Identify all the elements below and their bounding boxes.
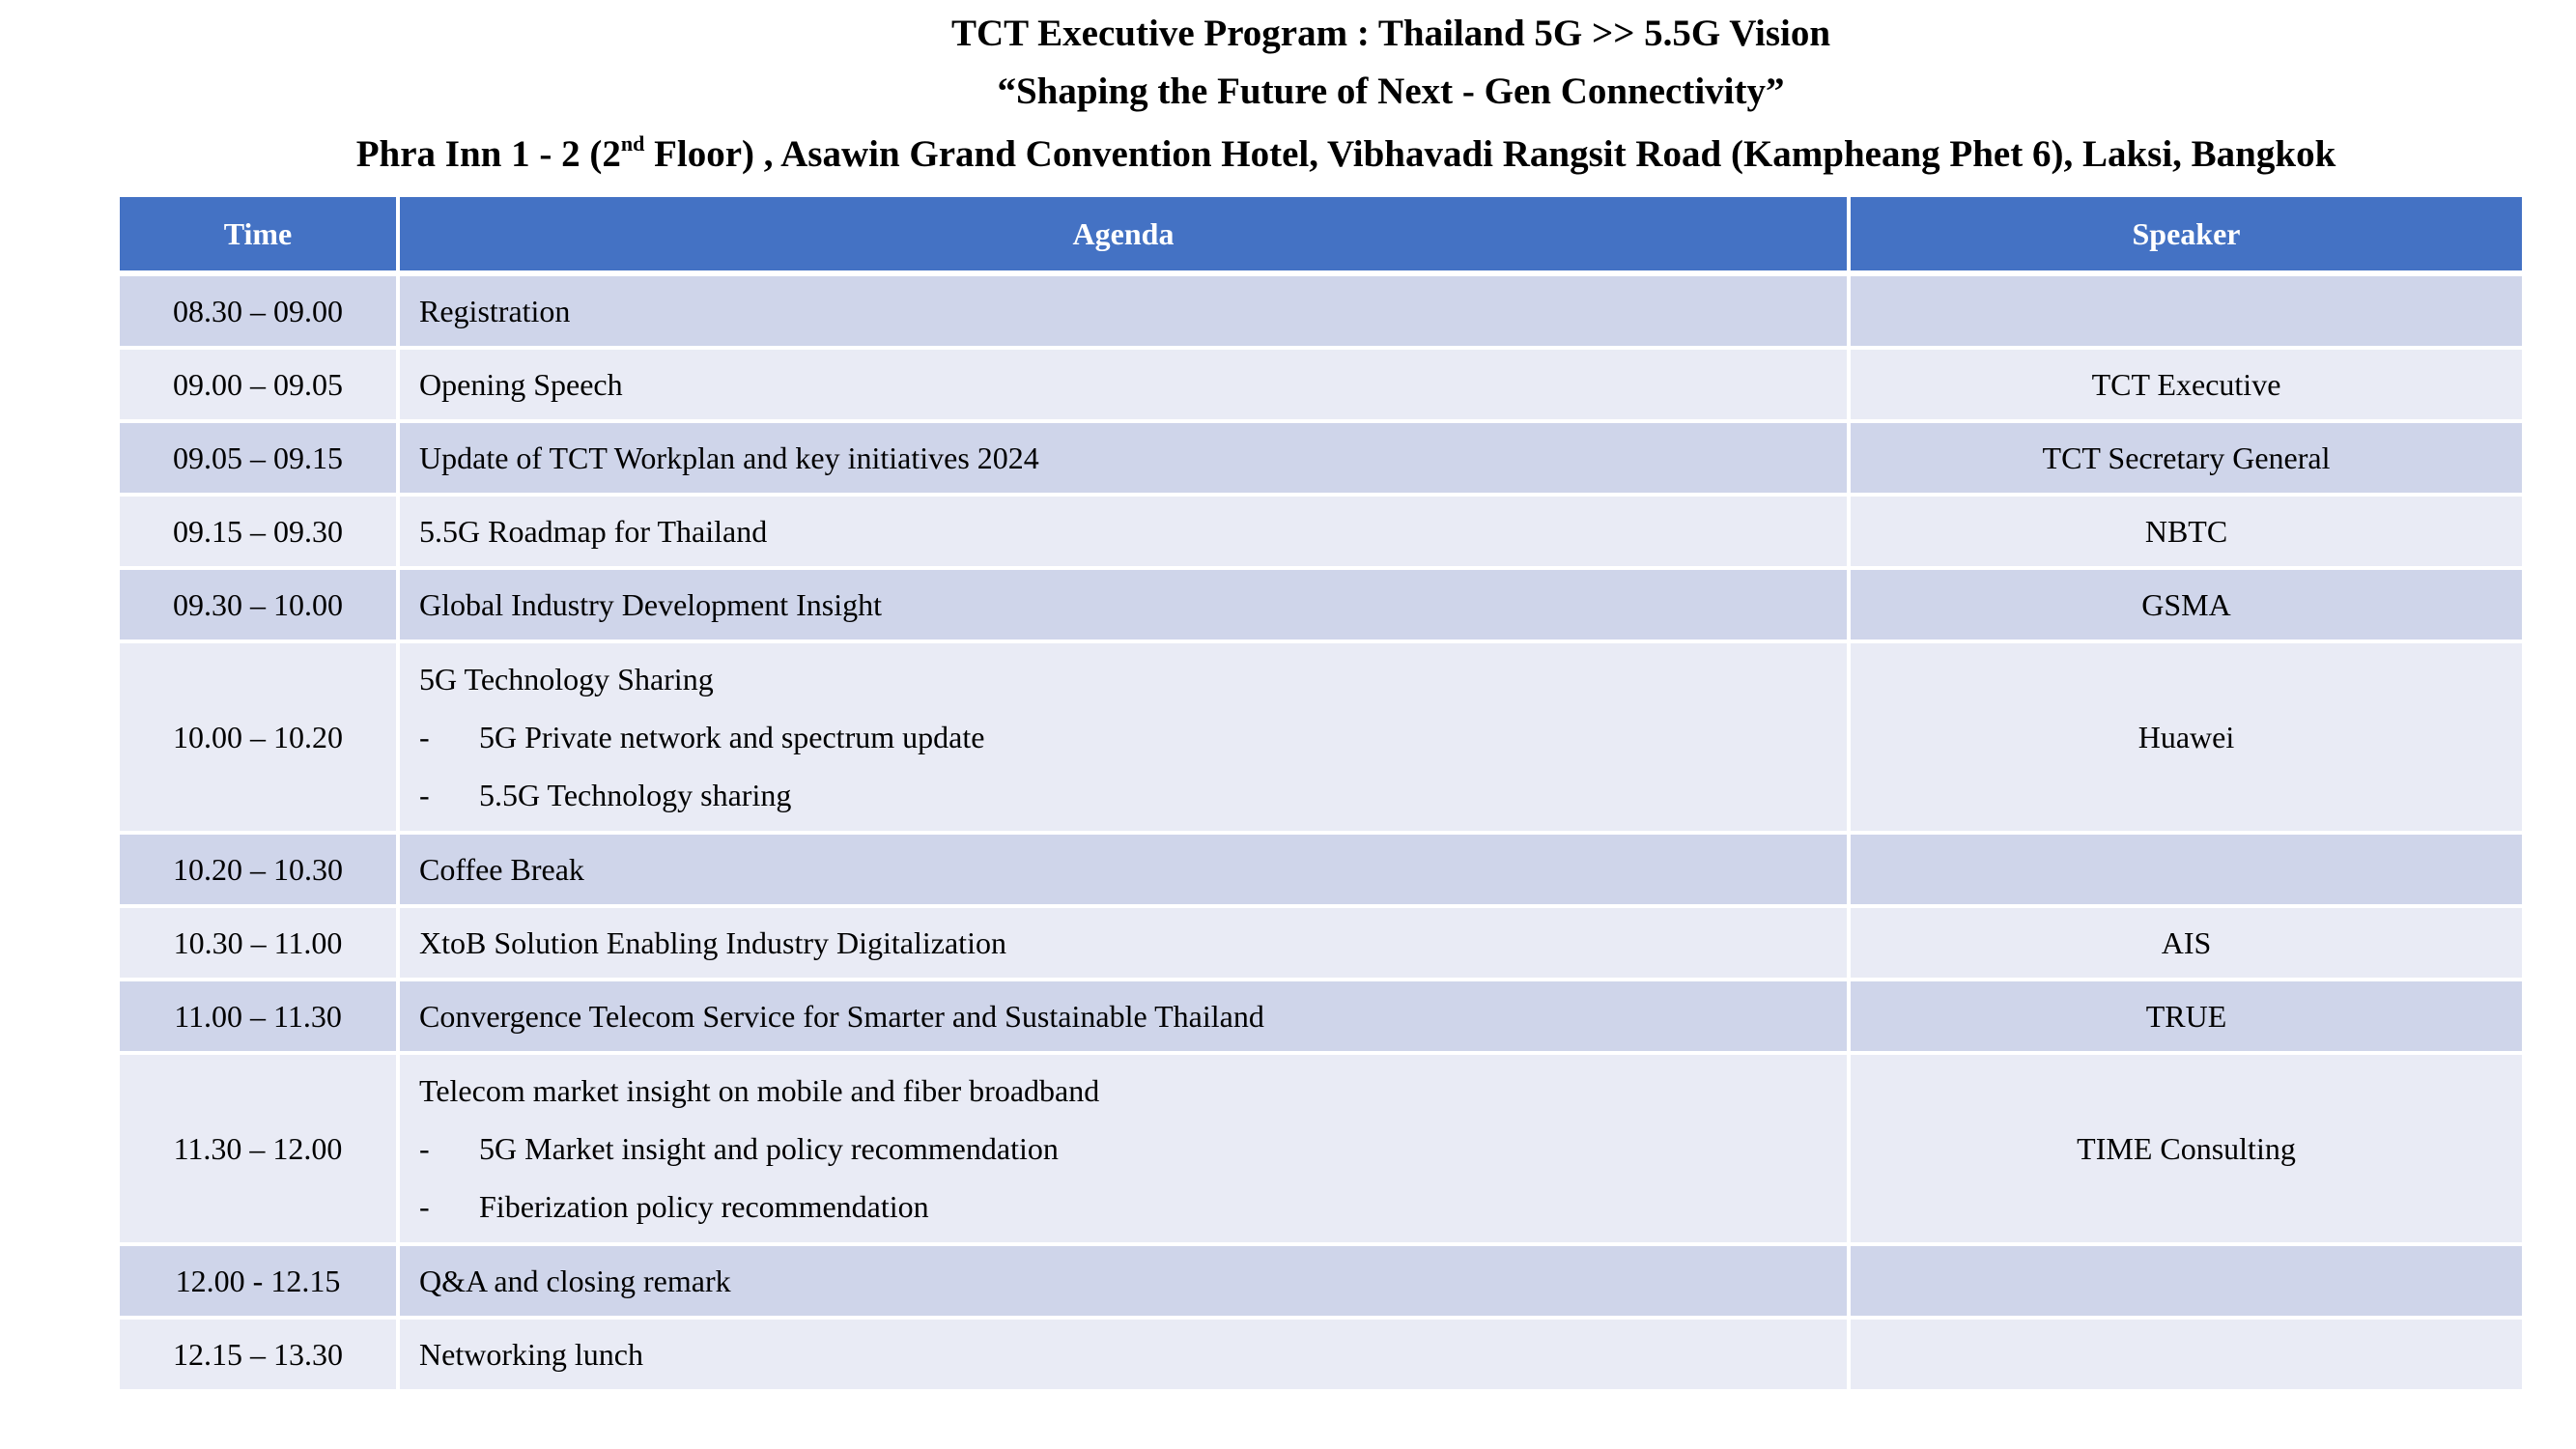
table-row (120, 1244, 2522, 1318)
venue-line (0, 131, 2576, 176)
time-cell: 09.15 – 09.30 (120, 495, 398, 568)
time-cell: 10.30 – 11.00 (120, 906, 398, 980)
sub-item-text: 5G Market insight and policy recommendation (479, 1131, 1059, 1166)
time-cell: 08.30 – 09.00 (120, 273, 398, 348)
time-cell: 09.05 – 09.15 (120, 421, 398, 495)
agenda-sub-item (419, 1120, 1847, 1178)
agenda-cell: Q&A and closing remark (398, 1244, 1849, 1318)
speaker-cell: TCT Secretary General (1849, 421, 2522, 495)
agenda-cell: Coffee Break (398, 833, 1849, 906)
agenda-table (120, 197, 2522, 1393)
agenda-sub-item (419, 1178, 1847, 1236)
table-row (120, 421, 2522, 495)
column-header-time: Time (120, 197, 398, 273)
time-cell: 09.00 – 09.05 (120, 348, 398, 421)
agenda-cell: Registration (398, 273, 1849, 348)
agenda-cell: Networking lunch (398, 1318, 1849, 1391)
speaker-cell (1849, 1244, 2522, 1318)
speaker-cell: TRUE (1849, 980, 2522, 1053)
agenda-cell: XtoB Solution Enabling Industry Digitalization (398, 906, 1849, 980)
speaker-cell: TIME Consulting (1849, 1053, 2522, 1244)
agenda-cell (398, 641, 1849, 833)
table-row (120, 1053, 2522, 1244)
table-row (120, 273, 2522, 348)
program-subtitle: “Shaping the Future of Next - Gen Connectivity” (997, 71, 1785, 112)
bullet-dash: - (419, 1189, 430, 1224)
bullet-dash: - (419, 778, 430, 812)
bullet-dash: - (419, 1131, 430, 1166)
table-row (120, 568, 2522, 641)
speaker-cell: AIS (1849, 906, 2522, 980)
time-cell: 11.30 – 12.00 (120, 1053, 398, 1244)
sub-item-text: 5.5G Technology sharing (479, 778, 792, 812)
table-row (120, 641, 2522, 833)
time-cell: 12.15 – 13.30 (120, 1318, 398, 1391)
time-cell: 09.30 – 10.00 (120, 568, 398, 641)
time-cell: 10.00 – 10.20 (120, 641, 398, 833)
speaker-cell: Huawei (1849, 641, 2522, 833)
speaker-cell: GSMA (1849, 568, 2522, 641)
table-row (120, 906, 2522, 980)
agenda-sub-item (419, 708, 1847, 766)
sub-item-text: Fiberization policy recommendation (479, 1189, 929, 1224)
venue-superscript: nd (620, 131, 645, 156)
agenda-topic: 5G Technology Sharing (419, 662, 714, 696)
agenda-cell: Update of TCT Workplan and key initiatives 2024 (398, 421, 1849, 495)
agenda-cell (398, 1053, 1849, 1244)
sub-item-text: 5G Private network and spectrum update (479, 720, 985, 754)
program-title: TCT Executive Program : Thailand 5G >> 5.5G Vision (950, 13, 1831, 54)
table-row (120, 980, 2522, 1053)
speaker-cell (1849, 833, 2522, 906)
speaker-cell: NBTC (1849, 495, 2522, 568)
time-cell: 10.20 – 10.30 (120, 833, 398, 906)
speaker-cell: TCT Executive (1849, 348, 2522, 421)
agenda-cell: 5.5G Roadmap for Thailand (398, 495, 1849, 568)
table-row (120, 348, 2522, 421)
agenda-topic: Telecom market insight on mobile and fiber broadband (419, 1073, 1100, 1108)
agenda-cell: Convergence Telecom Service for Smarter and Sustainable Thailand (398, 980, 1849, 1053)
speaker-cell (1849, 1318, 2522, 1391)
venue-suffix: Floor) , Asawin Grand Convention Hotel, Vibhavadi Rangsit Road (Kampheang Phet 6), Laksi, Bangkok (644, 133, 2336, 175)
page-header (0, 0, 2576, 198)
table-row (120, 1318, 2522, 1391)
speaker-cell (1849, 273, 2522, 348)
time-cell: 12.00 - 12.15 (120, 1244, 398, 1318)
agenda-cell: Global Industry Development Insight (398, 568, 1849, 641)
bullet-dash: - (419, 720, 430, 754)
column-header-agenda: Agenda (398, 197, 1849, 273)
venue-prefix: Phra Inn 1 - 2 (2 (355, 133, 621, 175)
time-cell: 11.00 – 11.30 (120, 980, 398, 1053)
table-header-row (120, 197, 2522, 273)
table-row (120, 495, 2522, 568)
agenda-cell: Opening Speech (398, 348, 1849, 421)
agenda-sub-item (419, 766, 1847, 824)
column-header-speaker: Speaker (1849, 197, 2522, 273)
table-row (120, 833, 2522, 906)
